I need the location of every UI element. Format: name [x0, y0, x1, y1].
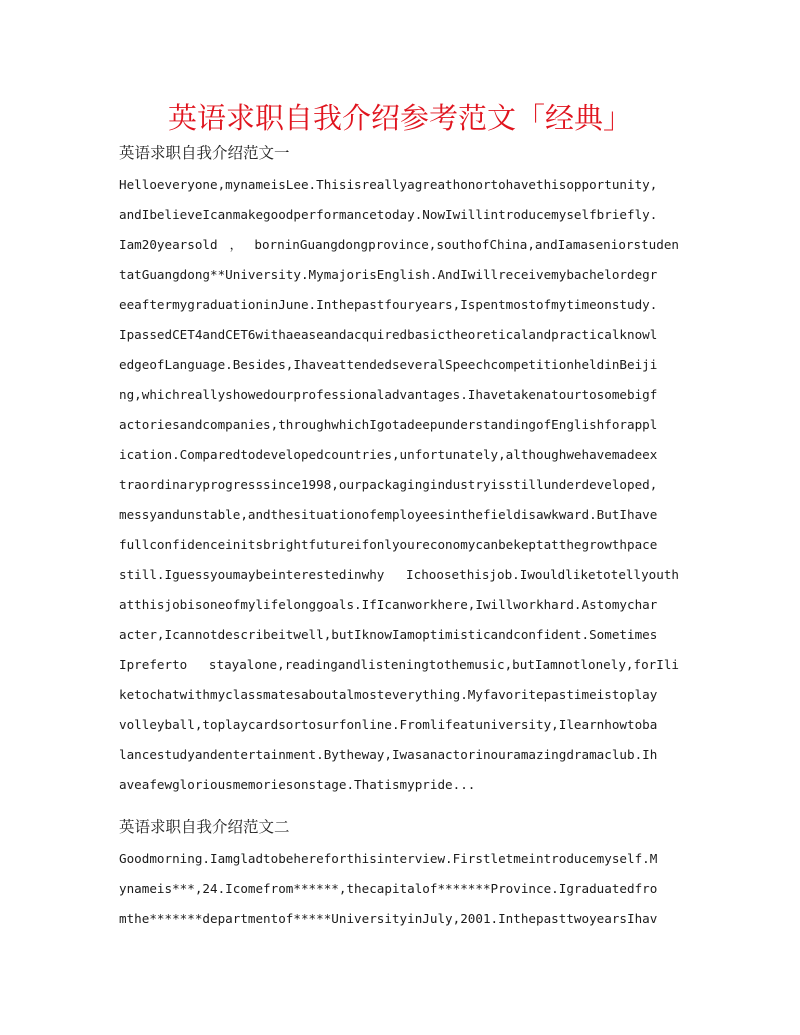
text-line: messyandunstable,andthesituationofemployeesinthefieldisawkward.ButIhave: [119, 507, 658, 522]
section-heading-2: 英语求职自我介绍范文二: [119, 818, 290, 836]
text-line: andIbelieveIcanmakegoodperformancetoday.NowIwillintroducemyselfbriefly.: [119, 207, 658, 222]
text-line: still.Iguessyoumaybeinterestedinwhy Ichoosethisjob.Iwouldliketotellyouth: [119, 567, 679, 582]
text-line: acter,Icannotdescribeitwell,butIknowIamoptimisticandconfident.Sometimes: [119, 627, 658, 642]
text-line: mthe*******departmentof*****UniversityinJuly,2001.InthepasttwoyearsIhav: [119, 911, 658, 926]
text-line: Iam20yearsold，borninGuangdongprovince,southofChina,andIamaseniorstuden: [119, 237, 679, 252]
text-line: ynameis***,24.Icomefrom******,thecapitalof*******Province.Igraduatedfro: [119, 881, 658, 896]
text-line: IpassedCET4andCET6withaeaseandacquiredbasictheoreticalandpracticalknowl: [119, 327, 658, 342]
text-line: Helloeveryone,mynameisLee.Thisisreallyagreathonortohavethisopportunity,: [119, 177, 658, 192]
text-line: fullconfidenceinitsbrightfutureifonlyoureconomycanbekeptatthegrowthpace: [119, 537, 658, 552]
text-line: ketochatwithmyclassmatesaboutalmosteverything.Myfavoritepastimeistoplay: [119, 687, 658, 702]
text-line: edgeofLanguage.Besides,IhaveattendedseveralSpeechcompetitionheldinBeiji: [119, 357, 658, 372]
text-line: traordinaryprogresssince1998,ourpackagingindustryisstillunderdeveloped,: [119, 477, 658, 492]
text-line: lancestudyandentertainment.Bytheway,Iwasanactorinouramazingdramaclub.Ih: [119, 747, 658, 762]
text-line: eeaftermygraduationinJune.Inthepastfouryears,Ispentmostofmytimeonstudy.: [119, 297, 658, 312]
text-line: ication.Comparedtodevelopedcountries,unfortunately,althoughwehavemadeex: [119, 447, 658, 462]
text-line: aveafewgloriousmemoriesonstage.Thatismypride...: [119, 777, 476, 792]
text-line: atthisjobisoneofmylifelonggoals.IfIcanworkhere,Iwillworkhard.Astomychar: [119, 597, 658, 612]
text-line: ng,whichreallyshowedourprofessionaladvantages.Ihavetakenatourtosomebigf: [119, 387, 658, 402]
document-title: 英语求职自我介绍参考范文「经典」: [167, 101, 632, 135]
text-line: actoriesandcompanies,throughwhichIgotadeepunderstandingofEnglishforappl: [119, 417, 658, 432]
text-line: volleyball,toplaycardsortosurfonline.Fromlifeatuniversity,Ilearnhowtoba: [119, 717, 658, 732]
text-line: Ipreferto stayalone,readingandlisteningtothemusic,butIamnotlonely,forIli: [119, 657, 679, 672]
text-line: tatGuangdong**University.MymajorisEnglish.AndIwillreceivemybachelordegr: [119, 267, 658, 282]
section-heading-1: 英语求职自我介绍范文一: [119, 144, 290, 162]
text-line: Goodmorning.Iamgladtobehereforthisinterview.Firstletmeintroducemyself.M: [119, 851, 658, 866]
